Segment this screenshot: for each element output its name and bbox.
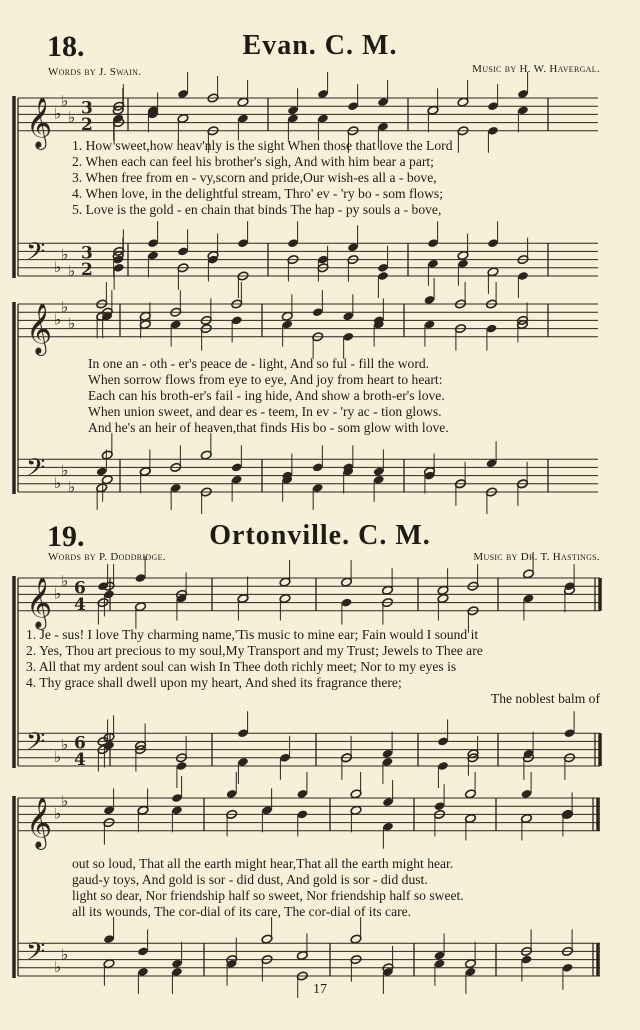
- bass-clef-icon: 𝄢: [26, 937, 46, 973]
- verse-line: out so loud, That all the earth might hear,That all the earth might hear.: [72, 856, 454, 871]
- hymn-title: Ortonville. C. M.: [209, 520, 431, 551]
- time-signature-bottom: 2: [81, 260, 93, 280]
- hymn-title: Evan. C. M.: [242, 30, 398, 61]
- verse-line: And he's an heir of heaven,that finds His bo - som glow with love.: [88, 420, 449, 435]
- verse-block: [26, 627, 600, 707]
- flat-sign-icon: ♭: [61, 245, 69, 264]
- flat-sign-icon: ♭: [61, 945, 69, 964]
- verse-line: 3. All that my ardent soul can wish In Thee doth richly meet; Nor to my eyes is: [26, 659, 457, 674]
- verse-line: The noblest balm of: [490, 691, 600, 706]
- verse-line: light so dear, Nor friendship half so sweet, Nor friendship half so sweet.: [72, 888, 464, 903]
- music-credit: Music by Dr. T. Hastings.: [473, 551, 600, 563]
- flat-sign-icon: ♭: [61, 461, 69, 480]
- time-signature-bottom: 2: [81, 114, 93, 135]
- bass-clef-icon: 𝄢: [26, 237, 46, 273]
- words-credit: Words by J. Swain.: [48, 66, 142, 78]
- verse-line: Each can his broth-er's fail - ing hide, And show a broth-er's love.: [88, 388, 445, 403]
- treble-clef-icon: 𝄞: [26, 576, 53, 628]
- verse-line: 1. How sweet,how heav'nly is the sight When those that love the Lord: [72, 138, 453, 153]
- words-credit: Words by P. Doddridge.: [48, 551, 166, 563]
- flat-sign-icon: ♭: [68, 477, 76, 496]
- bass-clef-icon: 𝄢: [26, 453, 46, 489]
- flat-sign-icon: ♭: [68, 314, 76, 333]
- flat-sign-icon: ♭: [61, 792, 69, 811]
- flat-sign-icon: ♭: [61, 92, 69, 111]
- flat-sign-icon: ♭: [54, 957, 62, 976]
- verse-line: 1. Je - sus! I love Thy charming name,'Tis music to mine ear; Fain would I sound it: [26, 627, 479, 642]
- flat-sign-icon: ♭: [61, 572, 69, 591]
- verse-line: 4. When love, in the delightful stream, Thro' ev - 'ry bo - som flows;: [72, 186, 443, 201]
- hymn-number: 18.: [47, 30, 85, 63]
- flat-sign-icon: ♭: [61, 735, 69, 754]
- flat-sign-icon: ♭: [68, 108, 76, 127]
- time-signature-top: 6: [74, 578, 86, 599]
- treble-clef-icon: 𝄞: [26, 96, 53, 148]
- flat-sign-icon: ♭: [54, 104, 62, 123]
- time-signature-bottom: 4: [74, 750, 86, 770]
- flat-sign-icon: ♭: [54, 473, 62, 492]
- verse-block: [88, 356, 449, 436]
- treble-clef-icon: 𝄞: [26, 302, 53, 354]
- verse-block: [72, 138, 453, 218]
- music-credit: Music by H. W. Havergal.: [472, 63, 600, 75]
- verse-line: 2. Yes, Thou art precious to my soul,My Transport and my Trust; Jewels to Thee are: [26, 643, 483, 658]
- flat-sign-icon: ♭: [68, 261, 76, 280]
- hymn-number: 19.: [47, 520, 85, 553]
- time-signature-top: 3: [81, 243, 93, 264]
- verse-line: When sorrow flows from eye to eye, And joy from heart to heart:: [88, 372, 443, 387]
- verse-line: gaud-y toys, And gold is sor - did dust, And gold is sor - did dust.: [72, 872, 428, 887]
- flat-sign-icon: ♭: [54, 804, 62, 823]
- treble-clef-icon: 𝄞: [26, 796, 53, 848]
- verse-line: 5. Love is the gold - en chain that binds The hap - py souls a - bove,: [72, 202, 442, 217]
- time-signature-top: 3: [81, 98, 93, 119]
- page-number: 17: [313, 982, 327, 997]
- time-signature-top: 6: [74, 733, 86, 754]
- verse-block: [72, 856, 464, 920]
- flat-sign-icon: ♭: [54, 310, 62, 329]
- verse-line: 4. Thy grace shall dwell upon my heart, And shed its fragrance there;: [26, 675, 402, 690]
- verse-line: In one an - oth - er's peace de - light, And so ful - fill the word.: [88, 356, 430, 371]
- verse-line: 2. When each can feel his brother's sigh, And with him bear a part;: [72, 154, 434, 169]
- verse-line: 3. When free from en - vy,scorn and pride,Our wish-es all a - bove,: [72, 170, 437, 185]
- flat-sign-icon: ♭: [61, 298, 69, 317]
- verse-line: all its wounds, The cor-dial of its care, The cor-dial of its care.: [72, 904, 412, 919]
- verse-line: When union sweet, and dear es - teem, In ev - 'ry ac - tion glows.: [88, 404, 442, 419]
- flat-sign-icon: ♭: [54, 257, 62, 276]
- flat-sign-icon: ♭: [54, 747, 62, 766]
- time-signature-bottom: 4: [74, 594, 86, 615]
- flat-sign-icon: ♭: [54, 584, 62, 603]
- bass-clef-icon: 𝄢: [26, 727, 46, 763]
